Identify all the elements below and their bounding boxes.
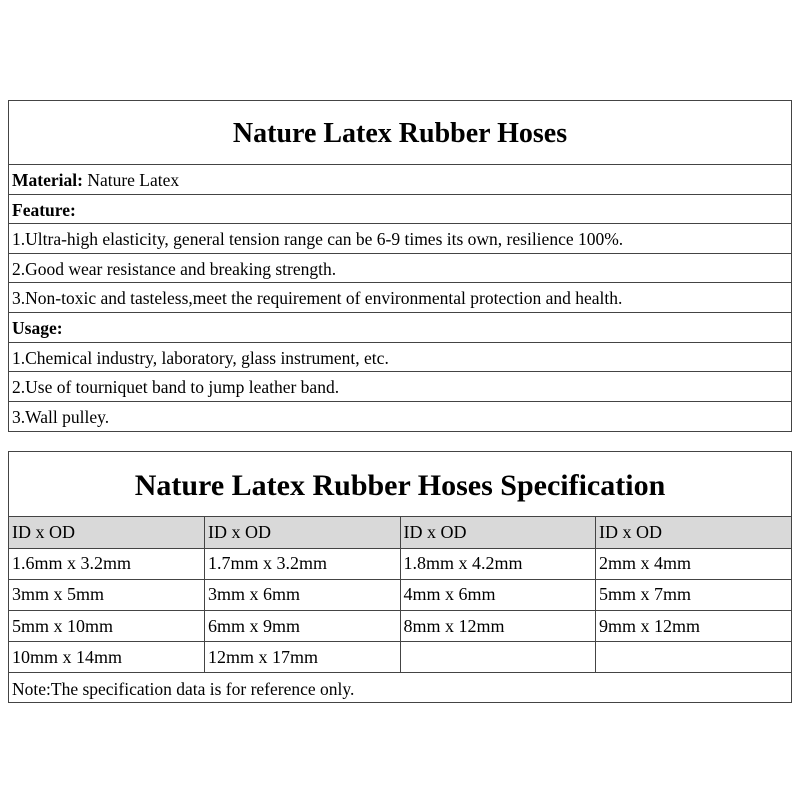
table-row [9,611,791,642]
feature-heading: Feature: [9,195,791,225]
table-cell [400,642,596,673]
table-cell: 5mm x 7mm [596,579,792,610]
feature-item: 3.Non-toxic and tasteless,meet the requirement of environmental protection and health. [9,283,791,313]
specification-table [8,451,792,703]
material-row [9,165,791,195]
feature-item: 2.Good wear resistance and breaking strength. [9,254,791,284]
table-cell [596,642,792,673]
table-cell: 1.8mm x 4.2mm [400,548,596,579]
table-cell: 1.6mm x 3.2mm [9,548,205,579]
table-cell: 5mm x 10mm [9,611,205,642]
table-cell: 12mm x 17mm [205,642,401,673]
usage-heading: Usage: [9,313,791,343]
table-cell: 6mm x 9mm [205,611,401,642]
column-header: ID x OD [9,517,205,548]
material-label: Material: [12,170,83,190]
usage-item: 2.Use of tourniquet band to jump leather band. [9,372,791,402]
usage-item: 1.Chemical industry, laboratory, glass instrument, etc. [9,343,791,373]
column-header: ID x OD [205,517,401,548]
table-header-row [9,517,791,548]
table-cell: 10mm x 14mm [9,642,205,673]
specification-note: Note:The specification data is for reference only. [12,679,355,700]
table-cell: 9mm x 12mm [596,611,792,642]
material-value: Nature Latex [82,170,180,190]
table-row [9,579,791,610]
table-row [9,548,791,579]
product-info-table [8,100,792,432]
table-cell: 8mm x 12mm [400,611,596,642]
column-header: ID x OD [596,517,792,548]
table-cell: 2mm x 4mm [596,548,792,579]
feature-item: 1.Ultra-high elasticity, general tension range can be 6-9 times its own, resilience 100%. [9,224,791,254]
table-cell: 1.7mm x 3.2mm [205,548,401,579]
product-title: Nature Latex Rubber Hoses [9,101,791,165]
specification-grid [9,517,791,673]
table-row [9,642,791,673]
table-cell: 3mm x 5mm [9,579,205,610]
column-header: ID x OD [400,517,596,548]
table-cell: 4mm x 6mm [400,579,596,610]
table-cell: 3mm x 6mm [205,579,401,610]
usage-item: 3.Wall pulley. [12,406,110,427]
specification-title: Nature Latex Rubber Hoses Specification [9,452,791,517]
